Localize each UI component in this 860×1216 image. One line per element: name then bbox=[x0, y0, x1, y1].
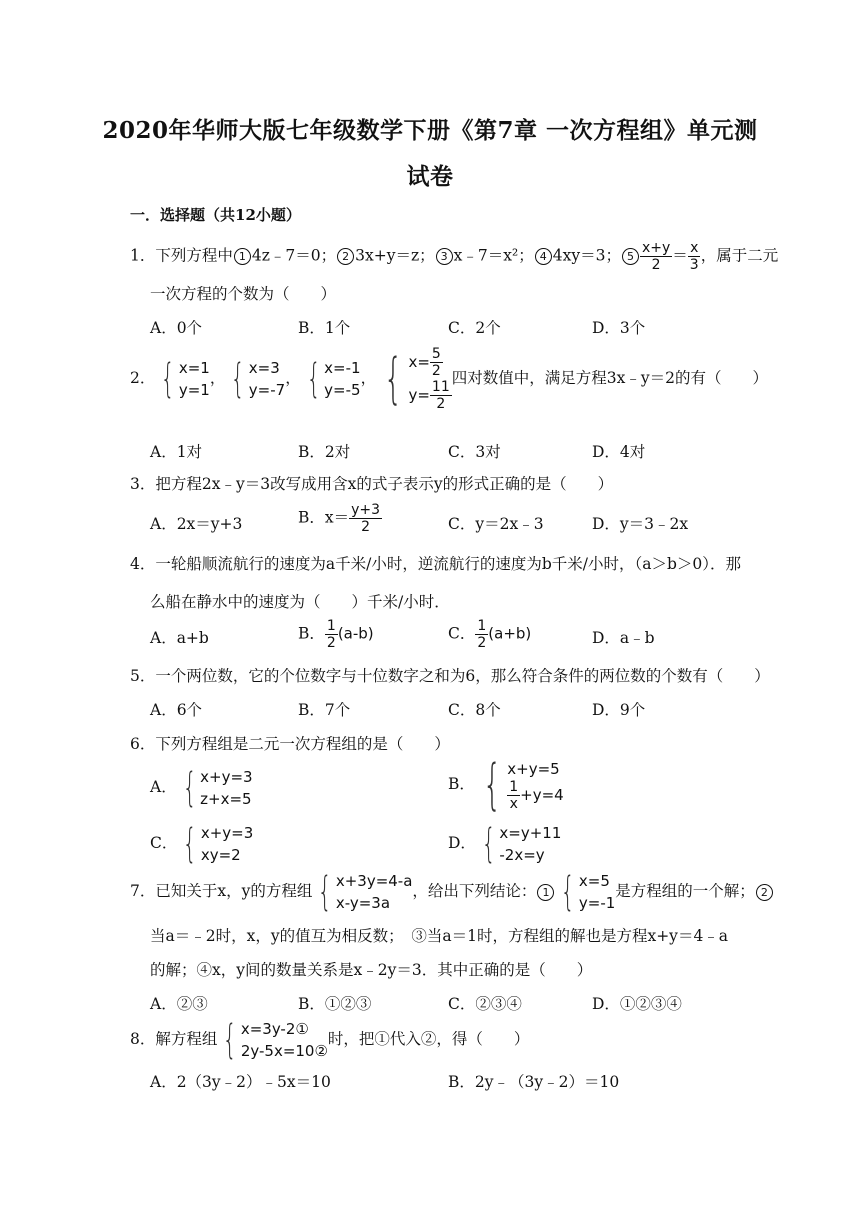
q6-option-d: D． { x=y+11 -2x=y bbox=[448, 821, 562, 867]
q7-option-c: C．②③④ bbox=[448, 995, 522, 1013]
q2-option-c: C．3对 bbox=[448, 443, 501, 461]
q2-system-1: { x=1 y=1 bbox=[161, 356, 210, 402]
q3-option-c: C．y＝2x﹣3 bbox=[448, 515, 544, 533]
q3-option-d: D．y＝3﹣2x bbox=[592, 515, 689, 533]
q7-option-a: A．②③ bbox=[150, 995, 208, 1013]
q2-text: 四对数值中，满足方程3x﹣y＝2的有（ ） bbox=[451, 369, 768, 387]
q1-number: 1． bbox=[130, 246, 156, 265]
q4-option-b: B． $\frac{1}{2}$ (a-b) bbox=[298, 618, 374, 651]
q1-option-d: D．3个 bbox=[592, 319, 646, 337]
q2-option-d: D．4对 bbox=[592, 443, 646, 461]
question-1 bbox=[130, 240, 778, 273]
q5-option-c: C．8个 bbox=[448, 701, 501, 719]
circled-2-icon: 2 bbox=[756, 884, 773, 901]
q2-system-3: { x=-1 y=-5 bbox=[306, 356, 361, 402]
q2-number: 2． bbox=[130, 369, 156, 387]
question-4-line2: 么船在静水中的速度为（ ）千米/小时． bbox=[150, 593, 450, 611]
question-5: 5．一个两位数，它的个位数字与十位数字之和为6，那么符合条件的两位数的个数有（ ） bbox=[130, 667, 770, 685]
q2-system-4: { x= $\frac{5}{2}$ y= $\frac{11}{2}$ bbox=[383, 346, 450, 412]
q6-option-c: C． { x+y=3 xy=2 bbox=[150, 821, 254, 867]
q2-option-a: A．1对 bbox=[150, 443, 203, 461]
q6-option-a: A． { x+y=3 z+x=5 bbox=[150, 765, 253, 811]
question-8: 8．解方程组 { x=3y-2① 2y-5x=10② 时，把①代入②，得（ ） bbox=[130, 1017, 530, 1063]
circled-3-icon: 3 bbox=[436, 248, 453, 265]
question-7-line1: 7．已知关于x，y的方程组 { x+3y=4-a x-y=3a ，给出下列结论： 1 { x=5 y=-1 是方程组的一个解； 2 bbox=[130, 870, 774, 914]
q8-system: { x=3y-2① 2y-5x=10② bbox=[223, 1017, 328, 1063]
q3-option-b: B．x＝ $\frac{y+3}{2}$ bbox=[298, 502, 381, 535]
q1-suffix: ，属于二元 bbox=[700, 246, 779, 265]
q1-equals: ＝ bbox=[672, 246, 688, 265]
q1-eq1: 4z﹣7＝0； bbox=[251, 246, 337, 265]
q1-eq3: x﹣7＝x²； bbox=[453, 246, 534, 265]
q4-option-a: A．a+b bbox=[150, 629, 209, 647]
section-heading: 一．选择题（共12小题） bbox=[130, 206, 301, 224]
q1-fraction-1: $\frac{x+y}{2}$ bbox=[641, 240, 671, 273]
q1-option-a: A．0个 bbox=[150, 319, 203, 337]
q1-eq4: 4xy＝3； bbox=[552, 246, 621, 265]
q2-system-2: { x=3 y=-7 bbox=[231, 356, 286, 402]
q7-option-d: D．①②③④ bbox=[592, 995, 682, 1013]
question-7-line3: 的解；④x，y间的数量关系是x﹣2y＝3．其中正确的是（ ） bbox=[150, 961, 593, 979]
q5-option-d: D．9个 bbox=[592, 701, 646, 719]
q1-prefix: 下列方程中 bbox=[155, 246, 233, 265]
q7-option-b: B．①②③ bbox=[298, 995, 372, 1013]
q1-fraction-2: $\frac{x}{3}$ bbox=[689, 240, 699, 273]
q1-option-c: C．2个 bbox=[448, 319, 501, 337]
question-6: 6．下列方程组是二元一次方程组的是（ ） bbox=[130, 735, 450, 753]
q1-line2: 一次方程的个数为（ ） bbox=[150, 285, 337, 303]
circled-1-icon: 1 bbox=[234, 248, 251, 265]
q5-option-a: A．6个 bbox=[150, 701, 203, 719]
circled-2-icon: 2 bbox=[337, 248, 354, 265]
circled-5-icon: 5 bbox=[622, 248, 639, 265]
page-title-line2: 试卷 bbox=[406, 163, 454, 190]
question-7-line2: 当a＝﹣2时，x，y的值互为相反数； ③当a＝1时，方程组的解也是方程x+y＝4﹣a bbox=[150, 927, 729, 945]
q1-eq2: 3x+y＝z； bbox=[355, 246, 435, 265]
q2-sep: ， bbox=[285, 369, 301, 387]
q2-sep: ， bbox=[360, 369, 377, 387]
question-3: 3．把方程2x﹣y＝3改写成用含x的式子表示y的形式正确的是（ ） bbox=[130, 475, 614, 493]
q3-option-a: A．2x＝y+3 bbox=[150, 515, 243, 533]
q8-option-b: B．2y﹣（3y﹣2）＝10 bbox=[448, 1073, 620, 1091]
circled-4-icon: 4 bbox=[535, 248, 552, 265]
q4-option-c: C． $\frac{1}{2}$ (a+b) bbox=[448, 618, 532, 651]
question-2 bbox=[130, 346, 768, 412]
q4-option-d: D．a﹣b bbox=[592, 629, 655, 647]
q6-option-b: B． { x+y=5 $\frac{1}{x}$ +y=4 bbox=[448, 753, 564, 816]
q1-option-b: B．1个 bbox=[298, 319, 351, 337]
q7-system: { x+3y=4-a x-y=3a bbox=[318, 869, 413, 915]
q2-sep: ， bbox=[209, 369, 226, 387]
q7-solution: { x=5 y=-1 bbox=[561, 869, 616, 915]
circled-1-icon: 1 bbox=[537, 884, 554, 901]
q2-option-b: B．2对 bbox=[298, 443, 351, 461]
q8-option-a: A．2（3y﹣2）﹣5x＝10 bbox=[150, 1073, 331, 1091]
q5-option-b: B．7个 bbox=[298, 701, 351, 719]
page-title-line1: 2020年华师大版七年级数学下册《第7章 一次方程组》单元测 bbox=[102, 117, 758, 144]
question-4-line1: 4．一轮船顺流航行的速度为a千米/小时，逆流航行的速度为b千米/小时，（a＞b＞0）．那 bbox=[130, 555, 741, 573]
